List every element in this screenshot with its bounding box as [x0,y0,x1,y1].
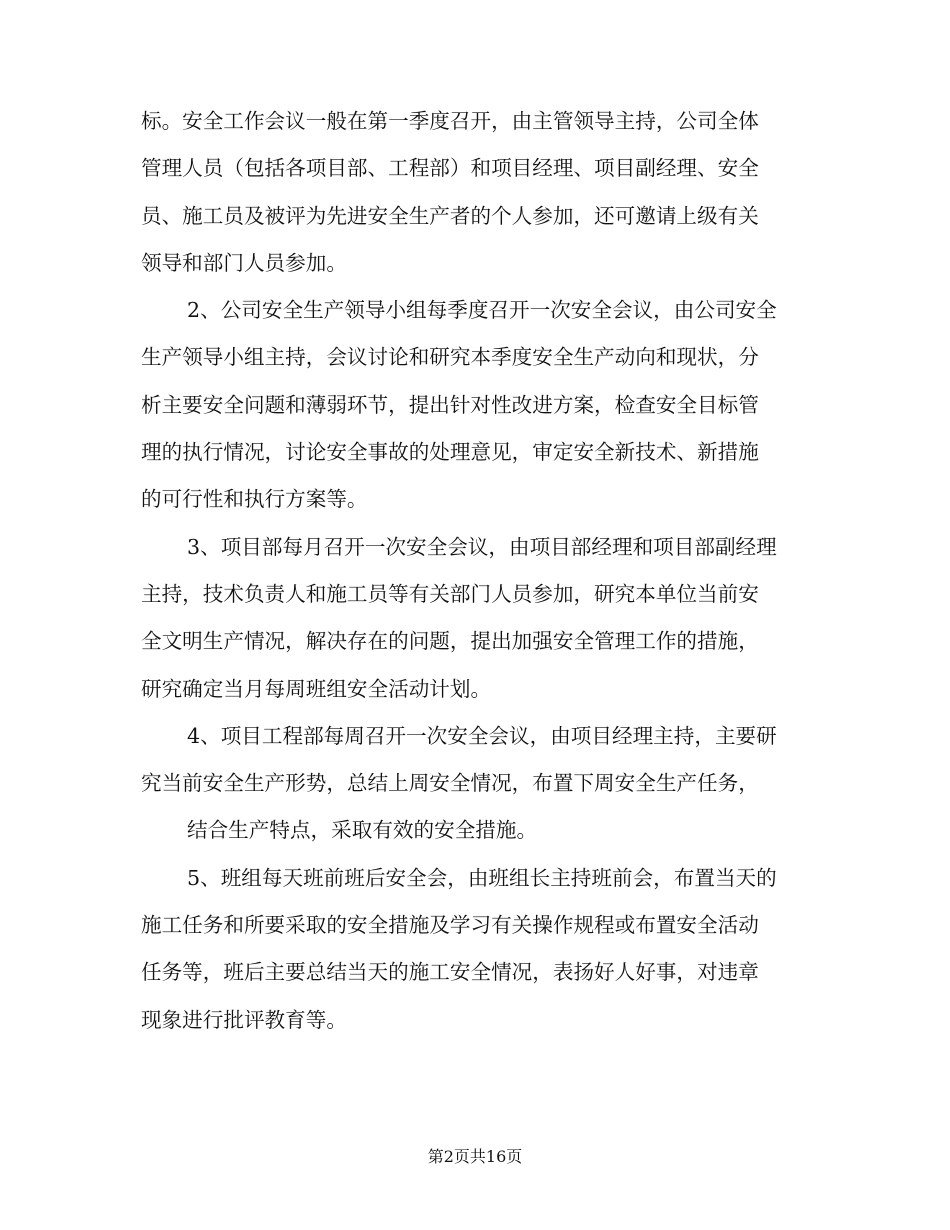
paragraph-start-line: 4、项目工程部每周召开一次安全会议，由项目经理主持，主要研 [187,723,777,748]
text-line: 的可行性和执行方案等。 [141,487,368,512]
text-line: 究当前安全生产形势，总结上周安全情况，布置下周安全生产任务， [141,771,759,796]
text-line: 员、施工员及被评为先进安全生产者的个人参加，还可邀请上级有关 [141,203,759,228]
text-line: 领导和部门人员参加。 [141,250,347,275]
text-line: 现象进行批评教育等。 [141,1007,347,1032]
text-line: 施工任务和所要采取的安全措施及学习有关操作规程或布置安全活动 [141,913,759,938]
paragraph-start-line: 3、项目部每月召开一次安全会议，由项目部经理和项目部副经理 [187,534,777,559]
page-number: 第2页共16页 [427,1147,523,1166]
text-line: 结合生产特点，采取有效的安全措施。 [187,818,538,843]
text-line: 任务等，班后主要总结当天的施工安全情况，表扬好人好事，对违章 [141,960,759,985]
text-line: 理的执行情况，讨论安全事故的处理意见，审定安全新技术、新措施 [141,440,759,465]
document-body [141,98,809,1044]
text-line: 全文明生产情况，解决存在的问题，提出加强安全管理工作的措施， [141,629,759,654]
text-line: 析主要安全问题和薄弱环节，提出针对性改进方案，检查安全目标管 [141,392,759,417]
text-line: 管理人员（包括各项目部、工程部）和项目经理、项目副经理、安全 [141,156,759,181]
text-line: 研究确定当月每周班组安全活动计划。 [141,676,492,701]
text-line: 标。安全工作会议一般在第一季度召开，由主管领导主持，公司全体 [141,109,759,133]
paragraph-start-line: 2、公司安全生产领导小组每季度召开一次安全会议，由公司安全 [187,298,777,323]
text-line: 主持，技术负责人和施工员等有关部门人员参加，研究本单位当前安 [141,581,759,606]
text-line: 生产领导小组主持，会议讨论和研究本季度安全生产动向和现状，分 [141,345,759,370]
paragraph-start-line: 5、班组每天班前班后安全会，由班组长主持班前会，布置当天的 [187,865,777,890]
